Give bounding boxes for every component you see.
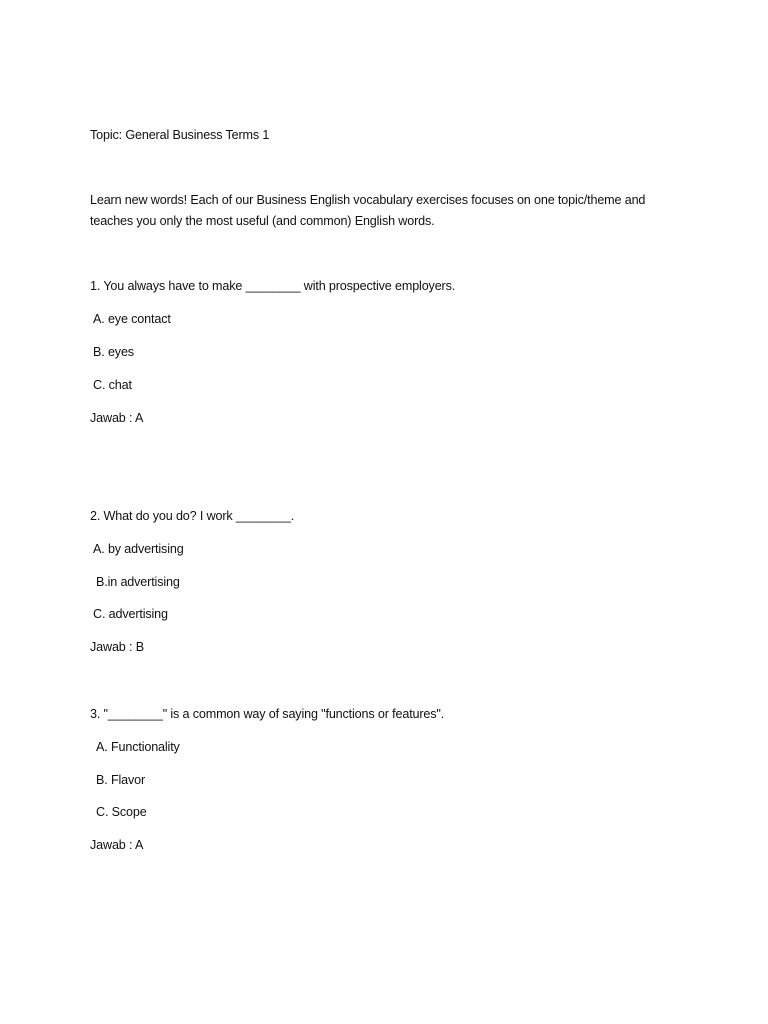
- question-3-option-b: B. Flavor: [96, 773, 146, 787]
- question-1-text: 1. You always have to make ________ with prospective employers.: [90, 279, 456, 293]
- question-3-option-c: C. Scope: [96, 805, 147, 819]
- question-1-option-a: A. eye contact: [93, 312, 171, 326]
- intro-text-line-2: teaches you only the most useful (and common) English words.: [90, 214, 435, 228]
- question-1-answer: Jawab : A: [90, 411, 144, 425]
- question-2-option-b: B.in advertising: [96, 575, 180, 589]
- question-3-text: 3. "________" is a common way of saying "functions or features".: [90, 707, 445, 721]
- question-2-answer: Jawab : B: [90, 640, 144, 654]
- question-1-option-b: B. eyes: [93, 345, 134, 359]
- question-2-text: 2. What do you do? I work ________.: [90, 509, 295, 523]
- question-2-option-c: C. advertising: [93, 607, 168, 621]
- question-3-answer: Jawab : A: [90, 838, 144, 852]
- intro-text-line-1: Learn new words! Each of our Business English vocabulary exercises focuses on one topic/theme and: [90, 193, 646, 207]
- question-3-option-a: A. Functionality: [96, 740, 180, 754]
- question-2-option-a: A. by advertising: [93, 542, 184, 556]
- topic-heading: Topic: General Business Terms 1: [90, 128, 270, 142]
- question-1-option-c: C. chat: [93, 378, 132, 392]
